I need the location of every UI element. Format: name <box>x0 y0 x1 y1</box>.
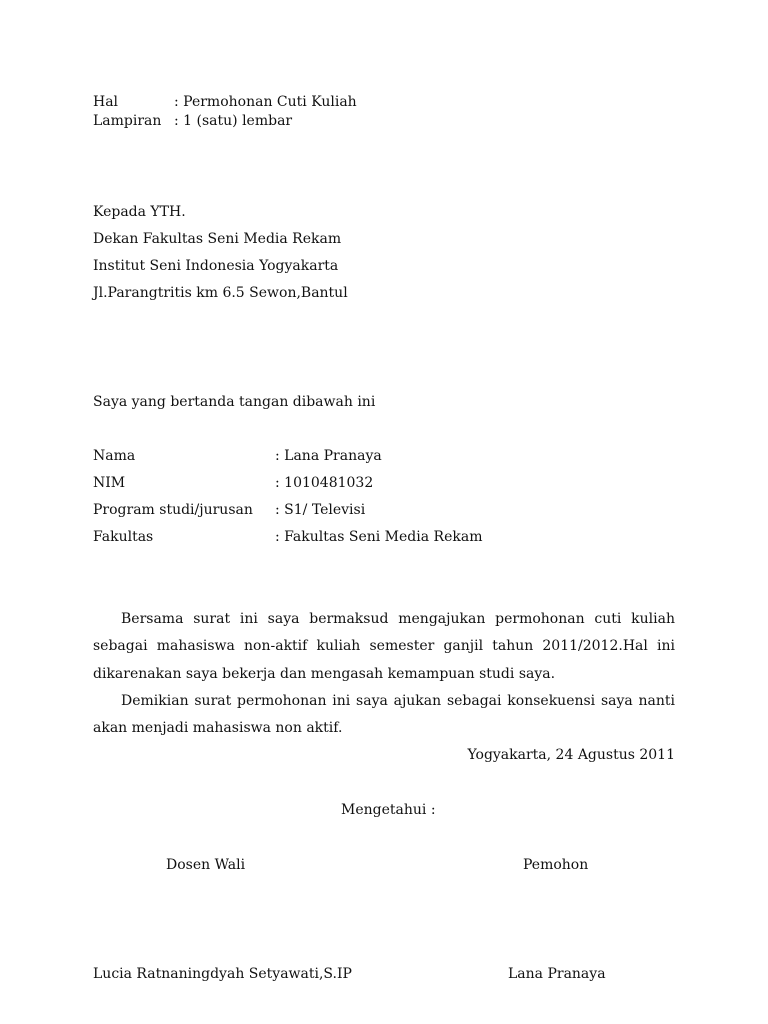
recipient-line-4: Jl.Parangtritis km 6.5 Sewon,Bantul <box>93 285 348 301</box>
recipient-line-1: Kepada YTH. <box>93 204 186 220</box>
lampiran-value: : 1 (satu) lembar <box>174 113 293 129</box>
prodi-value: : S1/ Televisi <box>275 502 366 518</box>
intro-text: Saya yang bertanda tangan dibawah ini <box>93 394 376 410</box>
fakultas-label: Fakultas <box>93 529 154 545</box>
body-paragraph-2: Demikian surat permohonan ini saya ajukan sebagai konsekuensi saya nanti akan menjadi mahasiswa non aktif. <box>93 693 675 737</box>
dosen-wali-label: Dosen Wali <box>166 857 246 873</box>
nama-value: : Lana Pranaya <box>275 448 382 464</box>
pemohon-label: Pemohon <box>523 857 589 873</box>
nama-label: Nama <box>93 448 136 464</box>
nim-label: NIM <box>93 475 126 491</box>
body-paragraph-1: Bersama surat ini saya bermaksud mengajukan permohonan cuti kuliah sebagai mahasiswa non-aktif kuliah semester ganjil tahun 2011/2012.Hal ini dikarenakan saya bekerja dan mengasah kemampuan studi saya. <box>93 611 675 682</box>
nim-value: : 1010481032 <box>275 475 374 491</box>
place-date: Yogyakarta, 24 Agustus 2011 <box>467 747 675 763</box>
lampiran-label: Lampiran <box>93 113 162 129</box>
prodi-label: Program studi/jurusan <box>93 502 253 518</box>
recipient-line-3: Institut Seni Indonesia Yogyakarta <box>93 258 339 274</box>
mengetahui-label: Mengetahui : <box>341 802 436 818</box>
hal-value: : Permohonan Cuti Kuliah <box>174 94 357 110</box>
hal-label: Hal <box>93 94 119 110</box>
fakultas-value: : Fakultas Seni Media Rekam <box>275 529 483 545</box>
dosen-wali-name: Lucia Ratnaningdyah Setyawati,S.IP <box>93 966 352 982</box>
recipient-line-2: Dekan Fakultas Seni Media Rekam <box>93 231 342 247</box>
pemohon-name: Lana Pranaya <box>508 966 606 982</box>
